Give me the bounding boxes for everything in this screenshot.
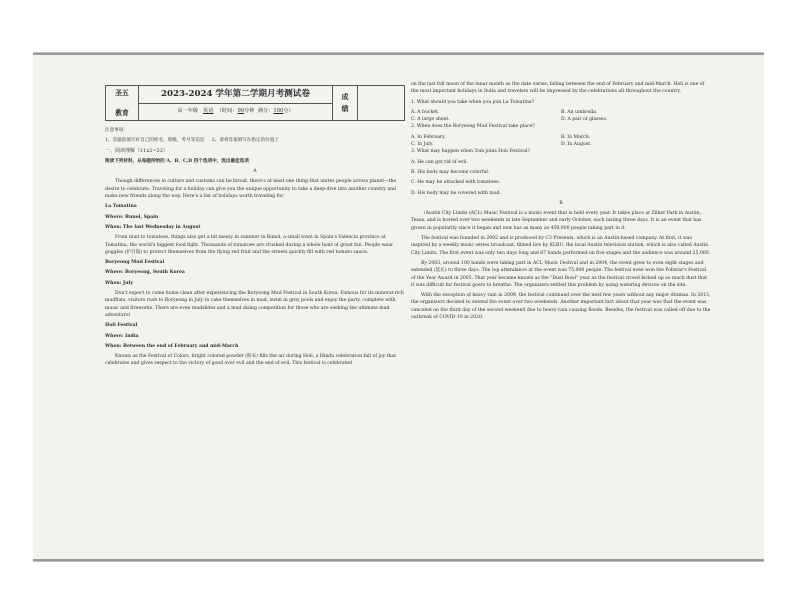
part1-instruction: 阅读下列材料，从每题所给的 A、B、C,D 四个选项中，选出最佳选项 bbox=[105, 158, 249, 164]
festival-2-text: Don't expect to come home clean after experiencing the Boryeong Mud Festival in South Korea. Famous for its mineral-rich mudflats, visitors rush to Boryeong in July to cake themselves in mud, swim in grey pools and enjoy the party, complete with music and fireworks. There are even mudslides and a mud skiing competition for those who are seeking the ultimate mud adventure! bbox=[105, 291, 404, 318]
exam-sheet bbox=[33, 52, 764, 562]
question-3: 3. What may happen when Tom joins Holi Festival? bbox=[411, 149, 530, 155]
left-column bbox=[105, 85, 405, 371]
option: A. He can get rid of evil. bbox=[411, 159, 468, 165]
option: C. A large sheet. bbox=[411, 117, 450, 123]
passage-b-p4: With the exception of heavy rain in 2009, the festival continued over the next few years without any major dramas. In 2013, the organizers decided to extend the event over two weekends. Another important fact about that year was that the event was canceled on the third day of the second weekend due to heavy rain causing floods. Besides, the festival was called off due to the outbreak of COVID-19 in 2020. bbox=[411, 293, 711, 321]
exam-subtitle: 高一年级 英语 （时间：90分钟 满分：100分） bbox=[139, 103, 333, 121]
question-2: 2. When does the Boryeong Mud Festival take place? bbox=[411, 124, 535, 130]
exam-title: 2023-2024 学年第二学期月考测试卷 bbox=[139, 86, 333, 104]
passage-a-intro: Though differences in culture and customs can be broad, there's at least one thing that unites people across planet—the desire to celebrate. Traveling for a holiday can give you the unique opportunity to take a deep-dive into another country and make new friends along the way. Here's a list of holidays worth traveling for. bbox=[105, 179, 397, 200]
full-score: 100 bbox=[273, 108, 284, 115]
right-column bbox=[411, 81, 711, 324]
option: B. An umbrella. bbox=[561, 109, 598, 115]
passage-b-p1: （Austin City Limits (ACL) Music Festival is a music event that is held every year. It takes place at Zilker Park in Austin, Texas, and is hosted over two weekends in late September and early October, each lasting three days. It is an event that has grown in popularity since it began and now has as many as 450,000 people taking part in it. bbox=[411, 211, 702, 231]
option: D. A pair of glasses. bbox=[561, 117, 608, 123]
question-2-options bbox=[411, 134, 711, 149]
option: A. In February. bbox=[411, 134, 446, 140]
passage-a-label: A bbox=[253, 169, 257, 175]
passage-b-label: B bbox=[559, 200, 563, 206]
festival-1-when: When: The last Wednesday in August bbox=[105, 224, 201, 230]
exam-header bbox=[105, 85, 405, 121]
notice-items: 1、答题前填写好自己的姓名、班级、考号等信息 2、请将答案填写在指定的位置上 bbox=[105, 138, 279, 144]
question-1: 1. What should you take when you join La Tomatina? bbox=[411, 99, 534, 105]
bottom-border bbox=[33, 559, 764, 561]
festival-1-name: La Tomatina bbox=[105, 204, 137, 210]
option: A. A bucket. bbox=[411, 109, 440, 115]
part1-title: 一、阅读理解（11x2=22） bbox=[105, 147, 168, 154]
option: B. His body may become colorful. bbox=[411, 169, 490, 175]
grade: 高一年级 bbox=[177, 108, 199, 115]
festival-3-name: Holi Festival bbox=[105, 323, 138, 329]
notice-title: 注意事项： bbox=[105, 128, 128, 133]
festival-3-when: When: Between the end of February and mid-March bbox=[105, 343, 239, 349]
festival-3-continued: on the last full moon of the lunar month so the date varies, falling between the end of February and mid-March. Holi is one of the most important holidays in India and travelers will be impressed by the celebrations all throughout the country. bbox=[411, 82, 705, 95]
option: C. He may be attacked with tomatoes. bbox=[411, 180, 500, 186]
top-border bbox=[33, 53, 764, 55]
passage-b-p3: By 2003, around 100 bands were taking part in ACL Music Festival and in 2004, the event grew to even eight stages and extended (延长) to three days. The top attendance at the event was 75,000 people. The festival even won the Pollstar's Festival of the Year Award in 2005. That year became known as the "Dust Bowl" year as the festival crowd kicked up so much dust that it was difficult for festival goers to breathe. The organizers settled this problem by using watering devices on the site. bbox=[411, 260, 708, 288]
festival-2-when: When: July bbox=[105, 280, 133, 286]
festival-2-name: Boryeong Mud Festival bbox=[105, 260, 165, 266]
score-label: 成 绩 bbox=[333, 86, 358, 121]
option: D. His body may be covered with mud. bbox=[411, 190, 502, 196]
festival-1-where: Where: Bunol, Spain bbox=[105, 214, 159, 220]
passage-b-p2: The festival was founded in 2002 and is produced by C3 Presents, which is an Austin-based company. At first, it was inspired by a weekly music series broadcast, filmed live by KLRU, the local Austin television station, which is also called Austin City Limits. The first event was only two days long and 67 bands performed on five stages and the audience was around 25,000. bbox=[411, 236, 711, 256]
festival-1-text: From mud to tomatoes, things also get a bit messy in summer in Bunol, a small town in Spain's Valencia province at Tomatina, the world's biggest food fight. Thousands of tomatoes are crushed during a whole hour of great fun. People wear goggles (护目镜) to protect themselves from the flying red fruit and the streets quickly fill with red tomato sauce. bbox=[105, 235, 394, 255]
festival-2-where: Where: Boryeong, South Korea bbox=[105, 270, 185, 276]
question-1-options bbox=[411, 109, 711, 124]
time-value: 90 bbox=[237, 108, 245, 115]
subject: 英语 bbox=[203, 108, 214, 115]
festival-3-text: Known as the Festival of Colors, bright colored powder (粉末) fills the air during Holi, a Hindu celebration full of joy that celebrates and gives respect to the victory of good over evil and the end of evil. This festival is celebrated bbox=[105, 354, 397, 367]
school-name: 圣五 教育 bbox=[106, 86, 139, 121]
festival-3-where: Where: India bbox=[105, 333, 139, 339]
option: D. In August. bbox=[561, 142, 592, 148]
score-box bbox=[358, 86, 405, 121]
option: C. In July. bbox=[411, 142, 434, 148]
option: B. In March. bbox=[561, 134, 591, 140]
